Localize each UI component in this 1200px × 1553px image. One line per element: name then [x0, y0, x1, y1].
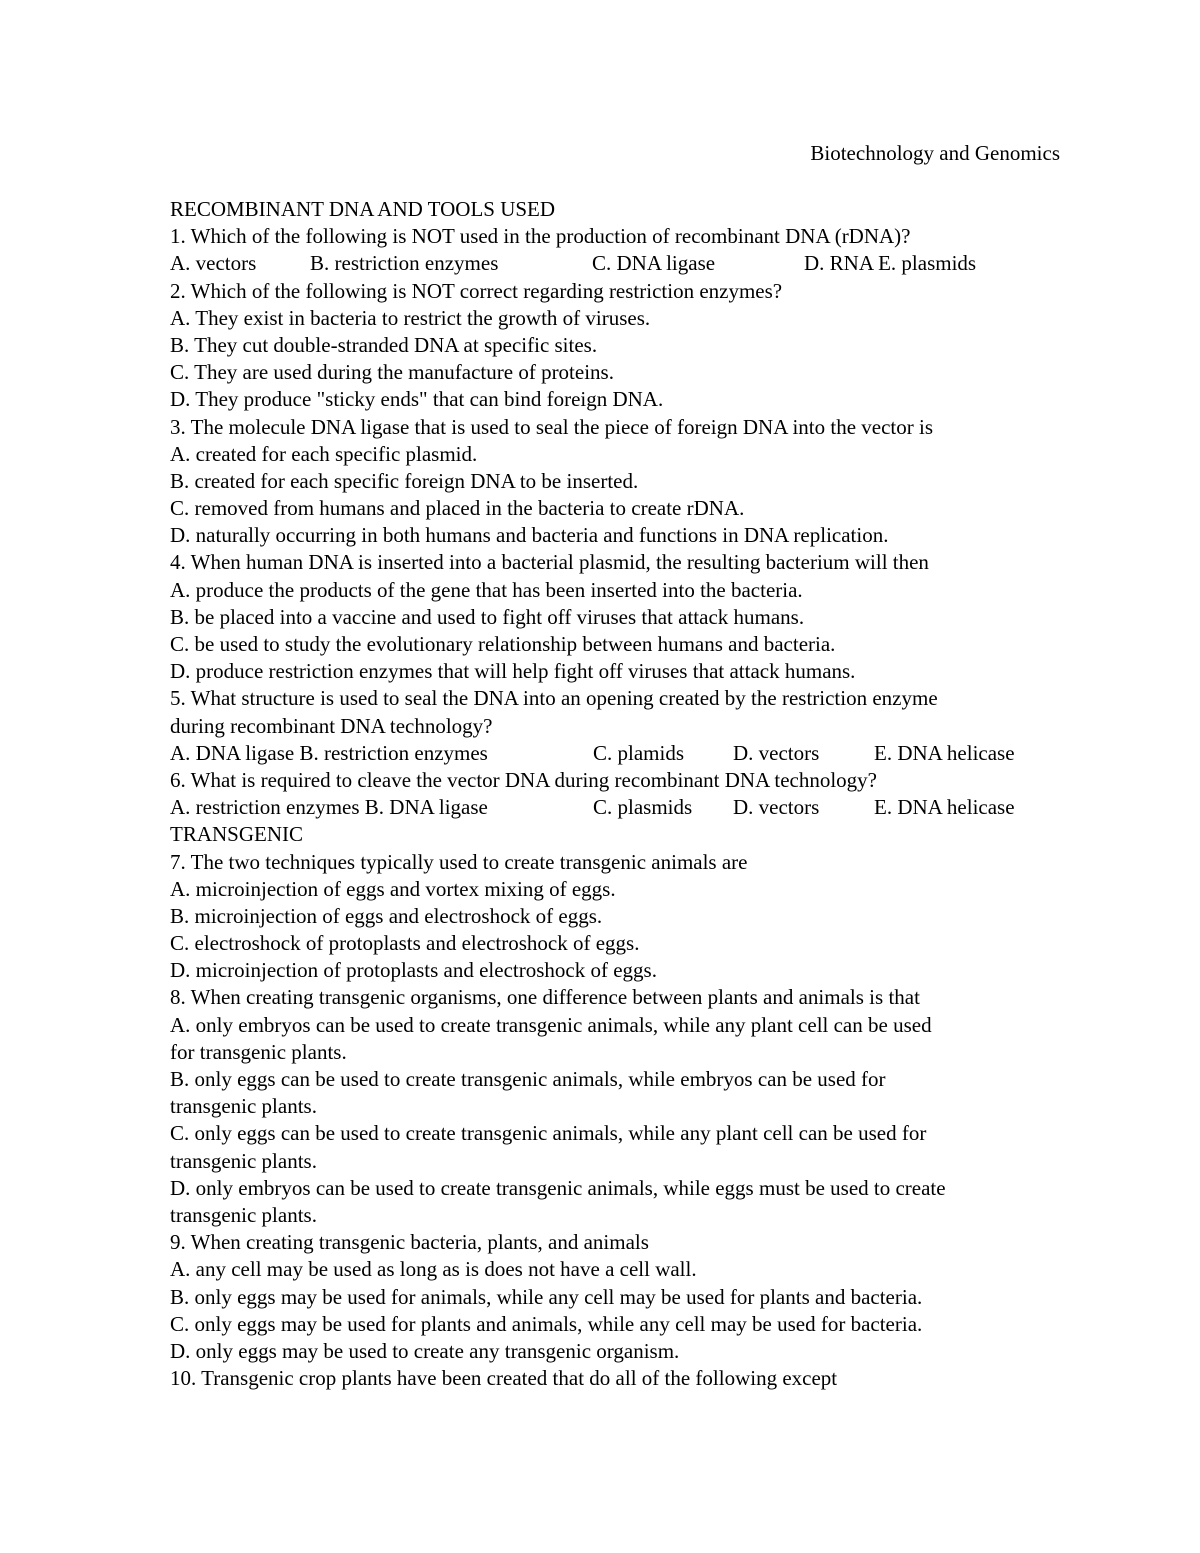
question-9: 9. When creating transgenic bacteria, plants, and animals	[170, 1230, 649, 1255]
question-2: 2. Which of the following is NOT correct regarding restriction enzymes?	[170, 278, 783, 303]
question-5-options	[170, 740, 1070, 767]
section-heading: TRANSGENIC	[170, 822, 304, 847]
page-header: Biotechnology and Genomics	[810, 141, 1060, 165]
option: B. only eggs can be used to create transgenic animals, while embryos can be used for	[170, 1067, 886, 1091]
option: B. microinjection of eggs and electroshock of eggs.	[170, 903, 603, 928]
question-8: 8. When creating transgenic organisms, one difference between plants and animals is that	[170, 985, 920, 1010]
question-1-options	[170, 250, 1070, 277]
option: B. They cut double-stranded DNA at specific sites.	[170, 332, 598, 357]
option: A. vectors	[170, 251, 257, 276]
option-continued: for transgenic plants.	[170, 1039, 347, 1064]
option: A. restriction enzymes B. DNA ligase	[170, 795, 488, 820]
option: D. only embryos can be used to create transgenic animals, while eggs must be used to create	[170, 1175, 946, 1200]
option: A. They exist in bacteria to restrict the growth of viruses.	[170, 305, 651, 330]
option: C. only eggs can be used to create transgenic animals, while any plant cell can be used for	[170, 1121, 927, 1146]
option: D. produce restriction enzymes that will help fight off viruses that attack humans.	[170, 659, 856, 684]
question-10: 10. Transgenic crop plants have been created that do all of the following except	[170, 1366, 838, 1391]
question-5-continued: during recombinant DNA technology?	[170, 713, 493, 738]
question-6: 6. What is required to cleave the vector DNA during recombinant DNA technology?	[170, 767, 877, 792]
question-3: 3. The molecule DNA ligase that is used to seal the piece of foreign DNA into the vector is	[170, 414, 934, 439]
option: A. microinjection of eggs and vortex mixing of eggs.	[170, 876, 616, 901]
option-continued: transgenic plants.	[170, 1202, 317, 1227]
option: D. vectors	[733, 740, 820, 765]
option: A. DNA ligase B. restriction enzymes	[170, 740, 488, 765]
option: D. RNA E. plasmids	[804, 251, 977, 276]
option: C. only eggs may be used for plants and animals, while any cell may be used for bacteria.	[170, 1311, 923, 1336]
option-continued: transgenic plants.	[170, 1094, 317, 1119]
option: C. They are used during the manufacture of proteins.	[170, 360, 614, 385]
option: D. They produce "sticky ends" that can bind foreign DNA.	[170, 387, 664, 412]
option: D. only eggs may be used to create any transgenic organism.	[170, 1338, 680, 1363]
question-5: 5. What structure is used to seal the DNA into an opening created by the restriction enzyme	[170, 686, 938, 711]
section-heading: RECOMBINANT DNA AND TOOLS USED	[170, 197, 556, 221]
option: A. created for each specific plasmid.	[170, 441, 478, 466]
option: B. be placed into a vaccine and used to fight off viruses that attack humans.	[170, 604, 805, 629]
option: D. naturally occurring in both humans and bacteria and functions in DNA replication.	[170, 523, 889, 548]
option: C. plamids	[593, 740, 685, 765]
option: B. only eggs may be used for animals, while any cell may be used for plants and bacteria.	[170, 1284, 923, 1309]
option: C. electroshock of protoplasts and electroshock of eggs.	[170, 931, 640, 956]
question-6-options	[170, 794, 1070, 821]
option: A. any cell may be used as long as is does not have a cell wall.	[170, 1257, 697, 1282]
option: C. DNA ligase	[592, 251, 716, 276]
option: E. DNA helicase	[874, 795, 1015, 820]
option: A. produce the products of the gene that has been inserted into the bacteria.	[170, 577, 803, 602]
question-1: 1. Which of the following is NOT used in the production of recombinant DNA (rDNA)?	[170, 224, 911, 249]
option: C. plasmids	[593, 795, 693, 820]
option: E. DNA helicase	[874, 740, 1015, 765]
question-4: 4. When human DNA is inserted into a bacterial plasmid, the resulting bacterium will then	[170, 550, 929, 575]
option: B. created for each specific foreign DNA to be inserted.	[170, 468, 639, 493]
option: C. removed from humans and placed in the bacteria to create rDNA.	[170, 496, 745, 521]
question-7: 7. The two techniques typically used to create transgenic animals are	[170, 849, 748, 874]
option-continued: transgenic plants.	[170, 1148, 317, 1173]
option: B. restriction enzymes	[310, 251, 499, 276]
option: D. vectors	[733, 795, 820, 820]
option: A. only embryos can be used to create transgenic animals, while any plant cell can be used	[170, 1012, 932, 1037]
option: C. be used to study the evolutionary relationship between humans and bacteria.	[170, 632, 836, 656]
document-body	[170, 196, 1070, 1392]
option: D. microinjection of protoplasts and electroshock of eggs.	[170, 958, 657, 983]
